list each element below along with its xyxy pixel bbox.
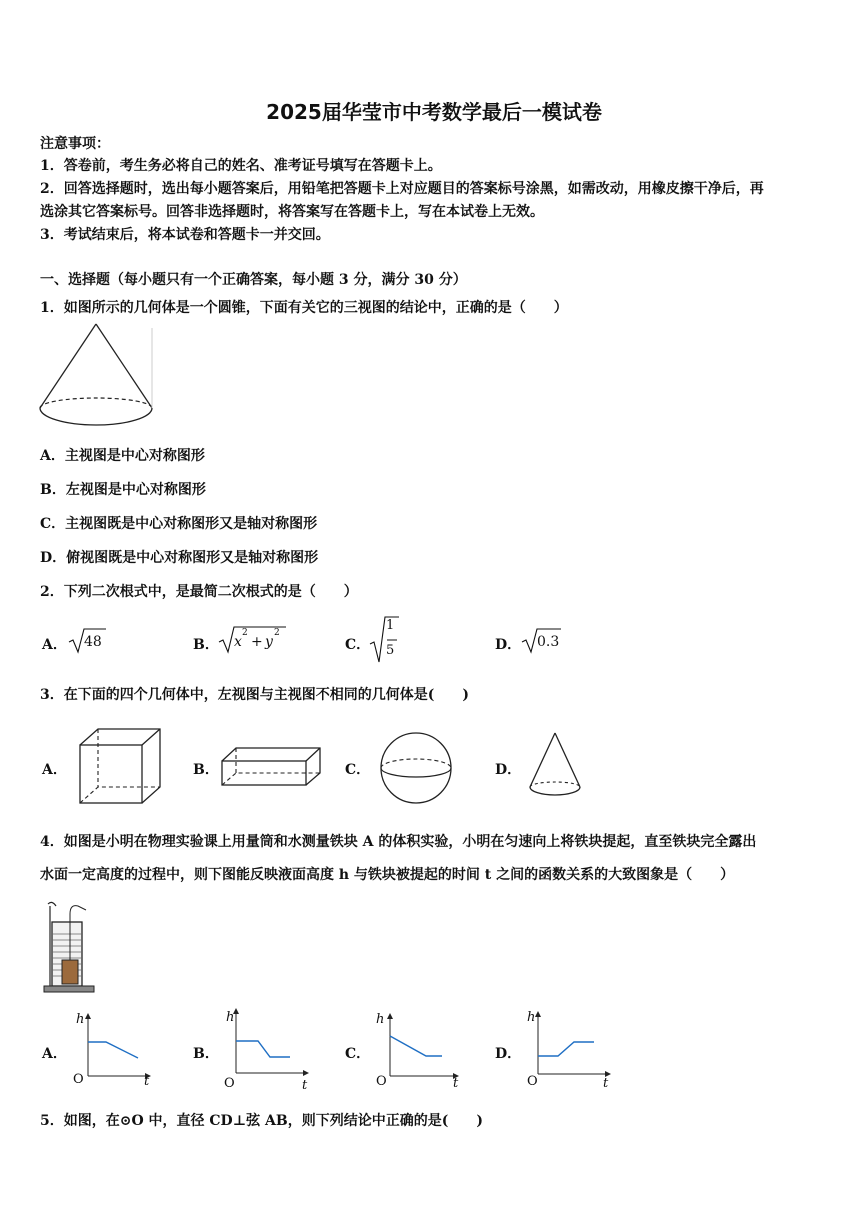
- question-4-option-d-label: D．: [495, 1046, 522, 1062]
- question-1-option-c: C．主视图既是中心对称图形又是轴对称图形: [40, 516, 318, 532]
- question-2-option-b-x-exponent: 2: [242, 628, 248, 638]
- graph-a-axis-h: h: [76, 1012, 85, 1027]
- graph-a-axis-t: t: [144, 1074, 150, 1089]
- graph-c-axis-h: h: [376, 1012, 385, 1027]
- question-2-option-b-plus: +: [251, 634, 263, 650]
- section-heading: 一、选择题（每小题只有一个正确答案，每小题 3 分，满分 30 分）: [40, 272, 467, 288]
- question-5-stem: 5．如图，在⊙O 中，直径 CD⊥弦 AB，则下列结论中正确的是( ): [40, 1113, 483, 1129]
- question-4-option-a-label: A．: [42, 1046, 67, 1062]
- sphere-figure: [378, 731, 454, 805]
- graph-c-origin: O: [376, 1074, 387, 1089]
- question-2-option-b-y-exponent: 2: [274, 628, 280, 638]
- question-2-option-b-x: x: [234, 634, 242, 650]
- small-cone-figure: [528, 731, 582, 799]
- notice-item-2-line-1: 2．回答选择题时，选出每小题答案后，用铅笔把答题卡上对应题目的答案标号涂黑，如需改动，用橡皮擦干净后，再: [40, 181, 764, 197]
- question-2-option-c-denominator: 5: [386, 643, 395, 658]
- question-2-stem: 2．下列二次根式中，是最简二次根式的是（ ）: [40, 584, 358, 600]
- question-3-option-d-label: D．: [495, 762, 522, 778]
- sqrt-symbol-c: [369, 614, 401, 664]
- question-3-option-b-label: B．: [193, 762, 219, 778]
- question-4-stem-line-1: 4．如图是小明在物理实验课上用量筒和水测量铁块 A 的体积实验，小明在匀速向上将铁块提起，直至铁块完全露出: [40, 834, 757, 850]
- question-1-option-a: A．主视图是中心对称图形: [40, 448, 205, 464]
- question-4-option-c-label: C．: [345, 1046, 371, 1062]
- question-4-option-b-label: B．: [193, 1046, 219, 1062]
- graph-d-axis-h: h: [527, 1010, 536, 1025]
- notice-item-1: 1．答卷前，考生务必将自己的姓名、准考证号填写在答题卡上。: [40, 158, 442, 174]
- question-1-option-b: B．左视图是中心对称图形: [40, 482, 206, 498]
- notice-item-2-line-2: 选涂其它答案标号。回答非选择题时，将答案写在答题卡上，写在本试卷上无效。: [40, 204, 544, 220]
- page-title: 2025届华莹市中考数学最后一模试卷: [266, 100, 602, 124]
- cuboid-figure: [220, 745, 322, 789]
- question-2-option-a-value: 48: [84, 634, 102, 650]
- graduated-cylinder-figure: [42, 900, 104, 998]
- question-1-option-d: D．俯视图既是中心对称图形又是轴对称图形: [40, 550, 319, 566]
- notice-item-3: 3．考试结束后，将本试卷和答题卡一并交回。: [40, 227, 330, 243]
- graph-a-origin: O: [73, 1072, 84, 1087]
- question-2-option-c-numerator: 1: [386, 618, 395, 633]
- question-2-option-a-label: A．: [42, 637, 67, 653]
- question-2-option-b-y: y: [265, 634, 273, 650]
- question-2-option-d-label: D．: [495, 637, 522, 653]
- graph-b-axis-h: h: [226, 1010, 235, 1025]
- question-3-option-c-label: C．: [345, 762, 371, 778]
- question-2-option-c-label: C．: [345, 637, 371, 653]
- question-4-stem-line-2: 水面一定高度的过程中，则下图能反映液面高度 h 与铁块被提起的时间 t 之间的函数关系的大致图象是（ ）: [40, 867, 735, 883]
- graph-d-origin: O: [527, 1074, 538, 1089]
- question-3-stem: 3．在下面的四个几何体中，左视图与主视图不相同的几何体是( ): [40, 687, 469, 703]
- question-3-option-a-label: A．: [42, 762, 67, 778]
- question-2-option-d-value: 0.3: [537, 634, 560, 650]
- graph-b-axis-t: t: [302, 1078, 308, 1093]
- cone-figure: [38, 320, 158, 432]
- graph-d-axis-t: t: [603, 1076, 609, 1091]
- graph-c-axis-t: t: [453, 1076, 459, 1091]
- notice-heading: 注意事项：: [40, 136, 110, 152]
- question-1-stem: 1．如图所示的几何体是一个圆锥，下面有关它的三视图的结论中，正确的是（ ）: [40, 300, 568, 316]
- question-2-option-b-label: B．: [193, 637, 219, 653]
- cube-figure: [78, 727, 164, 807]
- graph-b-origin: O: [224, 1076, 235, 1091]
